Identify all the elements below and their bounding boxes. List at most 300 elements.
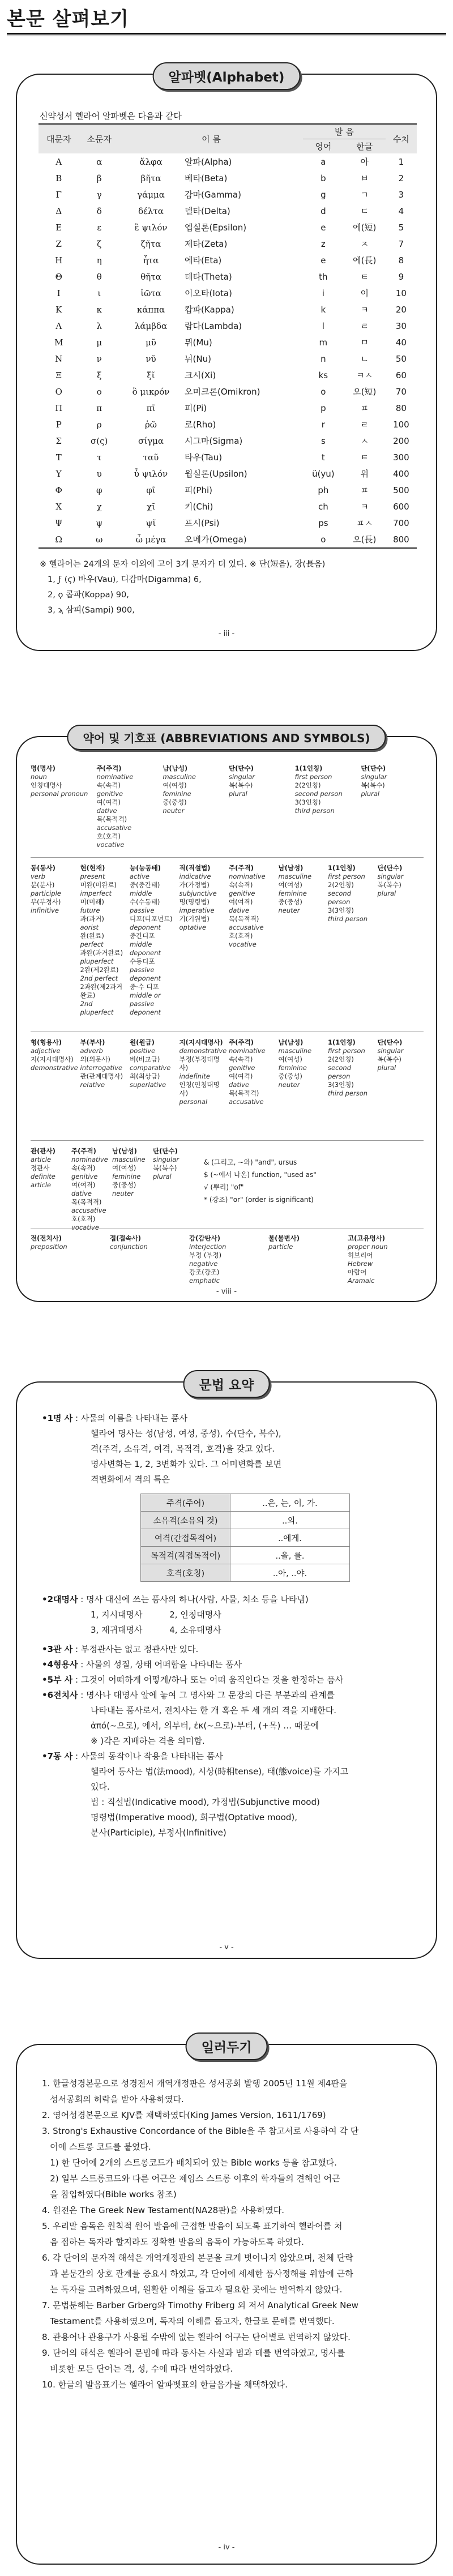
abbr-english: preposition [31, 1243, 67, 1251]
case-row [141, 1512, 350, 1529]
pron-ko: ㄹ [360, 420, 369, 430]
pron-en: ph [318, 485, 329, 495]
abbreviations-title: 약어 및 기호표 (ABBREVIATIONS AND SYMBOLS) [67, 725, 386, 750]
abbr-form: second person [294, 790, 343, 798]
abbr-column [130, 1038, 177, 1089]
guideline-item: 2. 영어성경본문으로 KJV를 채택하였다(King James Version, 1611/1769) [42, 2110, 326, 2120]
alphabet-row [39, 400, 417, 416]
abbr-column [110, 1234, 187, 1251]
korean-name: 윕실론(Upsilon) [185, 469, 247, 479]
greek-name: ἰῶτα [140, 288, 161, 298]
abbr-column [163, 764, 226, 815]
greek-name: μῦ [146, 337, 156, 348]
abbr-term: 부(부사) [80, 1038, 105, 1046]
page-number: - viii - [216, 1287, 237, 1296]
abbr-form: 2과완(제2과거완료) [80, 983, 123, 999]
upper-letter: Δ [55, 206, 62, 216]
abbr-english: masculine [278, 1047, 312, 1055]
abbr-form: 호(호격) [71, 1215, 96, 1223]
abbr-form: 2nd pluperfect [80, 1000, 114, 1016]
greek-name: κάππα [136, 304, 165, 315]
abbr-term: 관(관사) [31, 1147, 55, 1155]
pron-en: k [320, 304, 326, 315]
abbr-form: second person [328, 1064, 352, 1080]
abbr-form: 히브리어 [348, 1251, 373, 1259]
abbr-form: dative [229, 906, 249, 914]
col-pron: 발 음 [303, 124, 386, 139]
numeric-value: 70 [395, 386, 407, 397]
abbr-form: 미완(미완료) [80, 881, 117, 889]
alphabet-row [39, 236, 417, 252]
pron-ko: ㅅ [360, 436, 369, 446]
col-pron-ko: 한글 [344, 139, 386, 154]
abbr-form: definite article [31, 1173, 55, 1189]
abbr-form: 호(호격) [96, 832, 121, 840]
abbr-form: negative [189, 1260, 218, 1268]
abbr-form: 완(완료) [80, 932, 104, 940]
lower-letter: π [96, 403, 102, 413]
col-upper: 대문자 [39, 124, 79, 153]
abbr-form: imperative [179, 906, 215, 914]
greek-name: φῖ [146, 485, 156, 495]
alphabet-row [39, 334, 417, 350]
abbr-form: future [80, 906, 100, 914]
col-name: 이 름 [119, 124, 303, 153]
pron-ko: ㅌ [360, 452, 369, 463]
symbol-item: $ (~에서 나온) function, "used as" [204, 1171, 317, 1179]
abbr-form: 부(부정사) [31, 898, 61, 906]
numeric-value: 20 [395, 304, 407, 315]
abbr-english: demonstrative [179, 1047, 227, 1055]
abbr-form: 인칭(인칭대명사) [179, 1081, 220, 1097]
abbr-column [229, 864, 276, 949]
abbr-english: nominative [96, 773, 134, 781]
case-name: 주격(주어) [141, 1494, 230, 1512]
case-row [141, 1564, 350, 1582]
abbr-english: first person [328, 872, 365, 880]
grammar-text: : 그것이 어떠하게 어떻게/하나 또는 어떠 움직인다는 것을 한정하는 품사 [75, 1675, 344, 1685]
page-title: 본문 살펴보기 [7, 8, 129, 31]
abbr-column [328, 1038, 375, 1098]
lower-letter: σ(ς) [91, 435, 108, 446]
abbr-form: deponent [130, 923, 161, 931]
upper-letter: Γ [55, 189, 62, 200]
numeric-value: 2 [398, 173, 404, 183]
pron-en: d [320, 206, 326, 216]
abbr-form: 여(여성) [278, 1055, 302, 1063]
numeric-value: 200 [393, 435, 409, 446]
abbr-english: first person [328, 1047, 365, 1055]
abbr-english: noun [31, 773, 47, 781]
abbr-english: singular [361, 773, 387, 781]
guideline-item: 을 참입하였다(Bible works 참조) [42, 2189, 177, 2200]
abbr-form: feminine [278, 1064, 307, 1072]
abbr-column [180, 864, 227, 932]
abbr-english: nominative [229, 872, 266, 880]
abbr-column [180, 1038, 227, 1106]
pron-ko: 이 [360, 288, 369, 298]
abbr-form: middle or passive deponent [130, 991, 161, 1016]
grammar-text: 헬라어 동사는 법(法mood), 시상(時相tense), 태(態voice)를 가지고 [91, 1766, 349, 1777]
pron-en: o [303, 531, 344, 548]
abbr-form: plural [153, 1173, 172, 1180]
noun-block [42, 1411, 427, 1487]
alphabet-row [39, 515, 417, 531]
guideline-item: 1. 한글성경본문으로 성경전서 개역개정판은 성서공회 발행 2005년 11월 제4판을 [42, 2078, 348, 2089]
upper-letter: Ν [55, 353, 63, 364]
grammar-text: 명령법(Imperative mood), 희구법(Optative mood), [91, 1812, 298, 1822]
abbr-column [328, 864, 375, 923]
greek-name: ῥῶ [144, 419, 157, 430]
abbr-english: first person [294, 773, 332, 781]
pronoun-line: 1, 지시대명사 2, 인칭대명사 [91, 1610, 221, 1620]
abbr-term: 남(남성) [278, 864, 304, 872]
greek-name: ἦτα [143, 255, 159, 266]
abbr-english: proper noun [348, 1243, 388, 1251]
abbr-form: dative [229, 1081, 249, 1089]
abbr-form: subjunctive [179, 889, 217, 897]
abbr-form: Hebrew [348, 1260, 373, 1268]
abbr-form: Aramaic [348, 1277, 375, 1285]
pronoun-line: 3, 재귀대명사 4, 소유대명사 [91, 1625, 221, 1635]
upper-letter: Θ [55, 271, 62, 282]
grammar-text: ※ )각은 지배하는 격을 의미함. [91, 1736, 205, 1746]
pronoun-label: •2대명사 [42, 1594, 78, 1604]
alphabet-note: 1, ϝ (ϛ) 바우(Vau), 디감마(Digamma) 6, [48, 575, 202, 584]
abbr-term: 1(1인칭) [328, 1038, 356, 1046]
grammar-line [42, 1642, 427, 1657]
case-meaning: ..아, ..야. [230, 1564, 350, 1582]
abbr-form: 복(복수) [361, 781, 385, 789]
abbr-english: masculine [163, 773, 196, 781]
abbr-column [31, 1038, 78, 1072]
abbr-form: 디포(디포넌트) [130, 915, 173, 923]
abbr-english: article [31, 1156, 52, 1163]
noun-line: : 사물의 이름을 나타내는 품사 [75, 1413, 188, 1423]
numeric-value: 5 [398, 222, 404, 233]
abbr-form: 3(3인칭) [328, 1081, 354, 1089]
numeric-value: 100 [393, 419, 409, 430]
abbr-form: 복(복수) [377, 881, 401, 889]
abbr-form: 중(중성) [278, 898, 302, 906]
abbr-form: 2완(제2완료) [80, 966, 119, 974]
abbr-form: 여(여격) [96, 798, 121, 806]
abbr-form: perfect [80, 940, 104, 948]
lower-letter: υ [96, 468, 102, 479]
abbr-column [279, 1038, 326, 1089]
abbr-term: 주(주격) [96, 764, 122, 772]
pron-ko: 오(短) [353, 387, 377, 397]
abbr-form: 목(목적격) [71, 1198, 102, 1206]
upper-letter: Α [55, 156, 62, 167]
guideline-item: 7. 문법분해는 Barber Grberg와 Timothy Friberg 외 저서 Analytical Greek New [42, 2300, 358, 2310]
case-meaning: ..을, 를. [230, 1547, 350, 1564]
grammar-line [42, 1764, 427, 1779]
abbr-form: passive [130, 906, 155, 914]
abbr-form: 지(지시대명사) [31, 1055, 74, 1063]
abbr-column [295, 764, 359, 815]
upper-letter: Β [55, 173, 62, 183]
greek-name: πῖ [146, 403, 156, 413]
abbr-form: 속(속격) [71, 1164, 96, 1172]
lower-letter: ρ [96, 419, 102, 430]
abbr-form: vocative [71, 1223, 99, 1231]
pron-ko: ㅍ [360, 485, 369, 495]
guidelines-list [42, 2076, 427, 2393]
alphabet-row [39, 186, 417, 203]
abbr-english: singular [229, 773, 255, 781]
lower-letter: ω [79, 531, 119, 548]
case-row [141, 1529, 350, 1547]
abbr-form: indefinite [179, 1072, 210, 1080]
abbr-term: 지(지시대명사) [179, 1038, 223, 1046]
korean-name: 에타(Eta) [185, 255, 222, 266]
korean-name: 오미크론(Omikron) [185, 387, 260, 397]
alphabet-title: 알파벳(Alphabet) [153, 62, 301, 90]
abbr-form: 여(여격) [71, 1181, 96, 1189]
pron-en: r [321, 419, 325, 430]
case-name: 여격(간접목적어) [141, 1529, 230, 1547]
greek-name: ὦ μέγα [119, 531, 182, 548]
grammar-label: •7동 사 [42, 1751, 73, 1761]
page-heading [7, 8, 446, 43]
grammar-line [42, 1825, 427, 1841]
alphabet-row [39, 170, 417, 186]
alphabet-note: ※ 헬라어는 24개의 문자 이외에 고어 3개 문자가 더 있다. ※ 단(短음), 장(長음) [40, 560, 326, 569]
numeric-value: 1 [398, 156, 404, 167]
grammar-text: : 명사나 대명사 앞에 놓여 그 명사와 그 문장의 다른 부분과의 관계를 [80, 1690, 335, 1700]
case-row [141, 1547, 350, 1564]
abbr-form: 정관사 [31, 1164, 50, 1172]
alphabet-note: 3, ϡ 삼피(Sampi) 900, [48, 606, 135, 615]
korean-name: 테타(Theta) [185, 272, 232, 282]
korean-name: 이오타(Iota) [185, 288, 232, 298]
abbr-form: third person [294, 807, 335, 815]
alphabet-row [39, 383, 417, 400]
greek-name: λάμβδα [134, 320, 168, 331]
alphabet-row [39, 531, 417, 548]
abbr-form: aorist [80, 923, 99, 931]
case-name: 소유격(소유의 것) [141, 1512, 230, 1529]
abbr-form: 3(3인칭) [328, 906, 354, 914]
alphabet-row [39, 416, 417, 433]
symbol-item: * (강조) "or" (order is significant) [204, 1196, 314, 1204]
pron-en: m [319, 337, 328, 348]
abbr-form: middle [130, 889, 152, 897]
abbr-form: imperfect [80, 889, 112, 897]
abbr-english: singular [153, 1156, 180, 1163]
abbr-term: 직(직설법) [179, 864, 211, 872]
abbr-form: participle [31, 889, 61, 897]
abbr-form: 강조(강조) [189, 1268, 220, 1276]
noun-line: 격변화에서 격의 특은 [91, 1474, 170, 1484]
pron-ko: ㅈ [360, 239, 369, 249]
pron-ko: 아 [360, 157, 369, 167]
upper-letter: Ρ [55, 419, 62, 430]
numeric-value: 40 [395, 337, 407, 348]
korean-name: 키(Chi) [185, 502, 213, 512]
abbr-term: 현(현재) [80, 864, 105, 872]
abbr-form: genitive [71, 1173, 98, 1180]
abbr-column [361, 764, 425, 798]
abbr-column [80, 1038, 128, 1089]
grammar-label: •6전치사 [42, 1690, 78, 1700]
page-number: - v - [219, 1943, 234, 1952]
noun-label: •1명 사 [42, 1413, 73, 1423]
korean-name: 캅파(Kappa) [185, 305, 234, 315]
upper-letter: Ι [57, 288, 61, 298]
abbr-form: 중(중성) [163, 798, 187, 806]
abbr-form: plural [229, 790, 247, 798]
lower-letter: δ [96, 206, 102, 216]
pron-en: b [320, 173, 326, 183]
case-name: 목적격(직접목적어) [141, 1547, 230, 1564]
numeric-value: 9 [398, 271, 404, 282]
symbols-list [204, 1156, 419, 1206]
abbr-form: 의(의문사) [80, 1055, 110, 1063]
grammar-text: ἀπό(~으로), 에서, 의부터, ἐκ(~으로)-부터, (+목) … 때문에 [91, 1721, 319, 1731]
case-row [141, 1494, 350, 1512]
abbr-form: 인칭대명사 [31, 781, 62, 789]
alphabet-row [39, 203, 417, 219]
abbr-english: verb [31, 872, 45, 880]
grammar-line [42, 1810, 427, 1825]
numeric-value: 80 [395, 403, 407, 413]
lower-letter: μ [96, 337, 102, 348]
abbr-form: 중(중성) [278, 1072, 302, 1080]
abbr-block-particles [31, 1234, 427, 1285]
numeric-value: 50 [395, 353, 407, 364]
guideline-item: 3. Strong's Exhaustive Concordance of the Bible을 주 참고서로 사용하여 각 단 [42, 2126, 359, 2136]
abbr-form: plural [361, 790, 380, 798]
korean-name: 감마(Gamma) [185, 190, 241, 200]
grammar-text: 법 : 직설법(Indicative mood), 가정법(Subjunctive mood) [91, 1797, 320, 1807]
pron-en: n [320, 353, 326, 364]
abbr-form: emphatic [189, 1277, 220, 1285]
abbr-form: genitive [229, 889, 255, 897]
guideline-item: 음 접하는 독자라 할지라도 정확한 발음의 음독이 가능하도록 하였다. [42, 2237, 304, 2247]
abbr-english: indicative [179, 872, 211, 880]
lower-letter: χ [96, 501, 102, 512]
page-number: - iii - [218, 630, 235, 638]
abbr-form: 과(과거) [80, 915, 104, 923]
abbr-form: 미(미래) [80, 898, 104, 906]
numeric-value: 700 [393, 517, 409, 528]
lower-letter: ζ [97, 238, 102, 249]
abbr-form: 목(목적격) [229, 1089, 259, 1097]
noun-line: 격(주격, 소유격, 여격, 목적격, 호격)을 갖고 있다. [91, 1444, 275, 1454]
korean-name: 제타(Zeta) [185, 239, 228, 249]
col-pron-en: 영어 [303, 139, 344, 154]
greek-name: δέλτα [138, 206, 164, 216]
alphabet-table [39, 123, 417, 549]
abbr-column [97, 764, 161, 849]
pron-ko: 에(長) [353, 255, 377, 266]
abbr-form: third person [328, 915, 368, 923]
pron-en: th [319, 271, 328, 282]
pron-en: ps [318, 517, 328, 528]
abbr-term: 원(원급) [130, 1038, 155, 1046]
case-name: 호격(호칭) [141, 1564, 230, 1582]
abbr-term: 형(형용사) [31, 1038, 62, 1046]
abbr-term: 1(1인칭) [328, 864, 356, 872]
grammar-text: : 부정관사는 없고 정관사만 있다. [75, 1644, 199, 1654]
upper-letter: Ο [55, 386, 62, 397]
lower-letter: κ [96, 304, 102, 315]
numeric-value: 3 [398, 189, 404, 200]
abbr-form: genitive [229, 1064, 255, 1072]
pron-ko: 에(短) [353, 222, 377, 233]
numeric-value: 7 [398, 238, 404, 249]
grammar-text: 분사(Participle), 부정사(Infinitive) [91, 1828, 226, 1838]
numeric-value: 600 [393, 501, 409, 512]
col-lower: 소문자 [79, 124, 119, 153]
abbr-column [31, 764, 95, 798]
heading-rule [7, 33, 446, 35]
pron-en: p [320, 403, 326, 413]
abbr-english: conjunction [110, 1243, 148, 1251]
greek-name: ζῆτα [140, 238, 161, 249]
grammar-line [42, 1749, 427, 1764]
greek-name: χῖ [147, 501, 155, 512]
pron-en: e [320, 222, 326, 233]
grammar-label: •4형용사 [42, 1659, 78, 1670]
abbr-term: 단(단수) [229, 764, 254, 772]
grammar-line [42, 1688, 427, 1703]
abbr-term: 단(단수) [377, 864, 403, 872]
alphabet-row [39, 301, 417, 318]
greek-name: γάμμα [137, 189, 165, 200]
abbr-form: 분(분사) [31, 881, 55, 889]
abbr-column [229, 764, 293, 798]
abbr-column [279, 864, 326, 915]
alphabet-row [39, 252, 417, 268]
abbr-form: 속(속격) [229, 1055, 253, 1063]
grammar-text: : 사물의 동작이나 작용을 나타내는 품사 [75, 1751, 223, 1761]
abbr-form: neuter [278, 906, 300, 914]
abbr-form: 최(최상급) [130, 1072, 160, 1080]
lower-letter: β [96, 173, 102, 183]
guideline-item: 과 본문간의 상호 관계를 중요시 하였고, 각 단어에 세세한 품사정해를 위함에 근하 [42, 2269, 353, 2279]
abbr-term: 접(접속사) [110, 1234, 141, 1242]
abbr-form: 수(수동태) [130, 898, 160, 906]
abbr-term: 남(남성) [278, 1038, 304, 1046]
guideline-item: Testament를 사용하였으며, 독자의 이해를 돕고자, 한글로 문해를 번역했다. [42, 2316, 335, 2326]
case-table [140, 1494, 350, 1582]
numeric-value: 4 [398, 206, 404, 216]
abbr-english: positive [130, 1047, 156, 1055]
abbr-form: optative [179, 923, 206, 931]
abbr-form: 가(가정법) [179, 881, 210, 889]
alphabet-section [16, 70, 437, 651]
abbr-form: 목(목적격) [96, 815, 127, 823]
pron-ko: ㄴ [360, 354, 369, 364]
abbr-form: plural [377, 889, 396, 897]
abbr-form: 호(호격) [229, 932, 253, 940]
pron-ko: ㅍㅅ [356, 518, 373, 528]
abbr-form: demonstrative [31, 1064, 78, 1072]
grammar-line [42, 1734, 427, 1749]
pronoun-line: : 명사 대신에 쓰는 품사의 하나(사람, 사물, 처소 등을 나타냄) [80, 1594, 309, 1604]
abbr-block-adjective [31, 1038, 427, 1135]
guideline-item: 6. 각 단어의 문자적 해석은 개역개정판의 본문을 크게 벗어나지 않았으며, 전체 단락 [42, 2253, 353, 2263]
pron-ko: ㅁ [360, 337, 369, 348]
abbr-form: passive deponent [130, 966, 161, 982]
abbr-form: 여(여성) [278, 881, 302, 889]
abbr-term: 남(남성) [112, 1147, 137, 1155]
abbr-form: 관(관계대명사) [80, 1072, 123, 1080]
korean-name: 람다(Lambda) [185, 321, 242, 331]
